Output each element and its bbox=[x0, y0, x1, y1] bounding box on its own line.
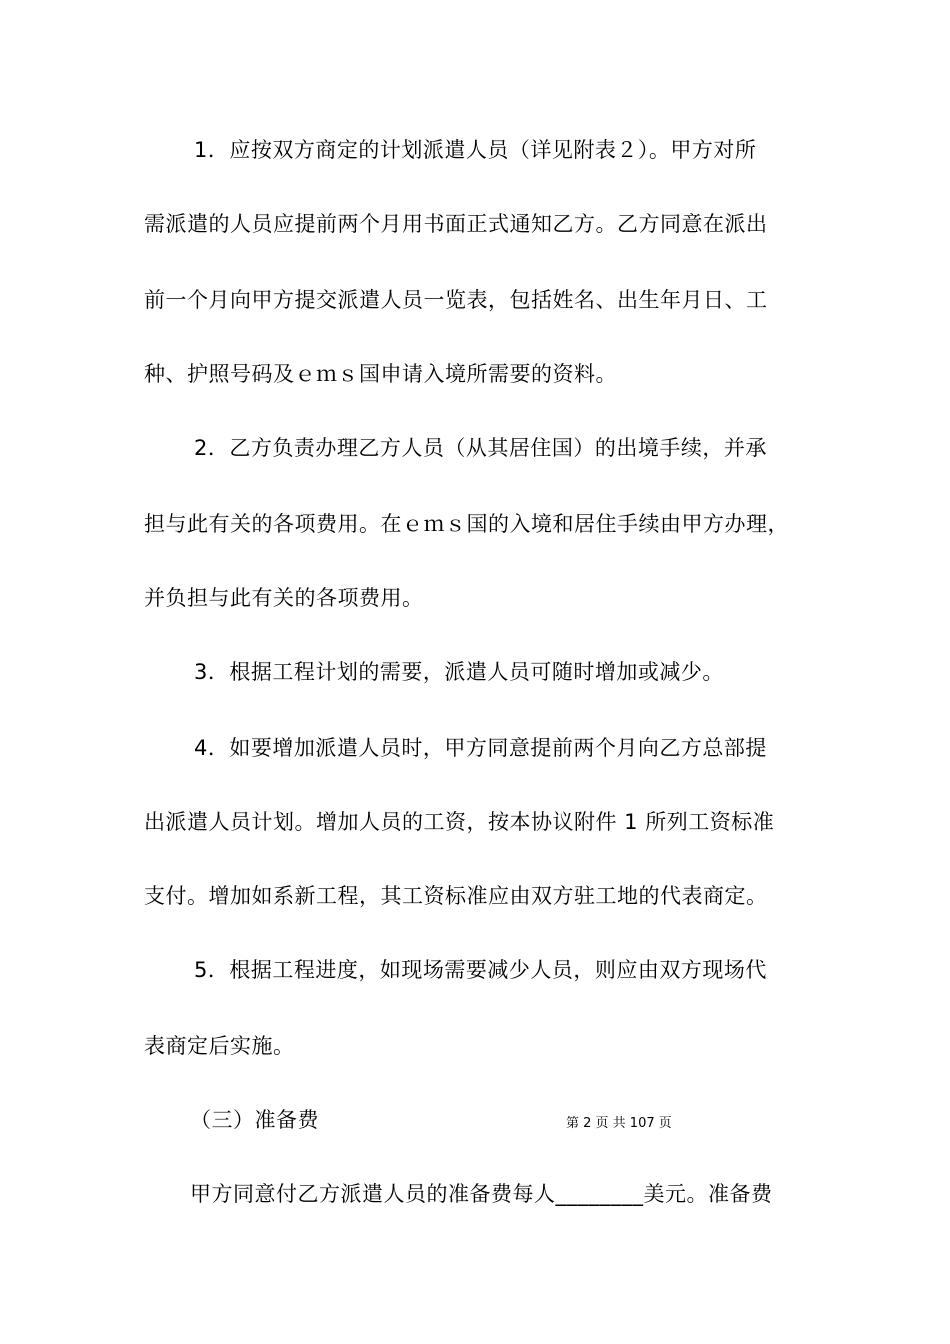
paragraph-3-line-1: 3．根据工程计划的需要，派遣人员可随时增加或减少。 bbox=[194, 660, 724, 684]
paragraph-2-line-3: 并负担与此有关的各项费用。 bbox=[144, 586, 424, 610]
paragraph-1-line-1: 1．应按双方商定的计划派遣人员（详见附表２）。甲方对所 bbox=[194, 138, 757, 162]
paragraph-4-line-2: 出派遣人员计划。增加人员的工资，按本协议附件 1 所列工资标准 bbox=[144, 810, 775, 834]
paragraph-2-line-2: 担与此有关的各项费用。在ｅｍｓ国的入境和居住手续由甲方办理， bbox=[144, 512, 789, 536]
page-number-footer: 第 2 页 共 107 页 bbox=[566, 1116, 672, 1131]
paragraph-1-line-3: 前一个月向甲方提交派遣人员一览表，包括姓名、出生年月日、工 bbox=[144, 288, 768, 312]
paragraph-6-line-1: 甲方同意付乙方派遣人员的准备费每人________美元。准备费 bbox=[190, 1182, 773, 1206]
paragraph-5-line-2: 表商定后实施。 bbox=[144, 1034, 295, 1058]
paragraph-1-line-2: 需派遣的人员应提前两个月用书面正式通知乙方。乙方同意在派出 bbox=[144, 212, 768, 236]
paragraph-4-line-3: 支付。增加如系新工程，其工资标准应由双方驻工地的代表商定。 bbox=[144, 884, 768, 908]
paragraph-5-line-1: 5．根据工程进度，如现场需要减少人员，则应由双方现场代 bbox=[194, 958, 767, 982]
paragraph-2-line-1: 2．乙方负责办理乙方人员（从其居住国）的出境手续，并承 bbox=[194, 436, 767, 460]
paragraph-4-line-1: 4．如要增加派遣人员时，甲方同意提前两个月向乙方总部提 bbox=[194, 736, 767, 760]
section-heading-preparation-fee: （三）准备费 bbox=[190, 1108, 319, 1132]
paragraph-1-line-4: 种、护照号码及ｅｍｓ国申请入境所需要的资料。 bbox=[144, 362, 617, 386]
